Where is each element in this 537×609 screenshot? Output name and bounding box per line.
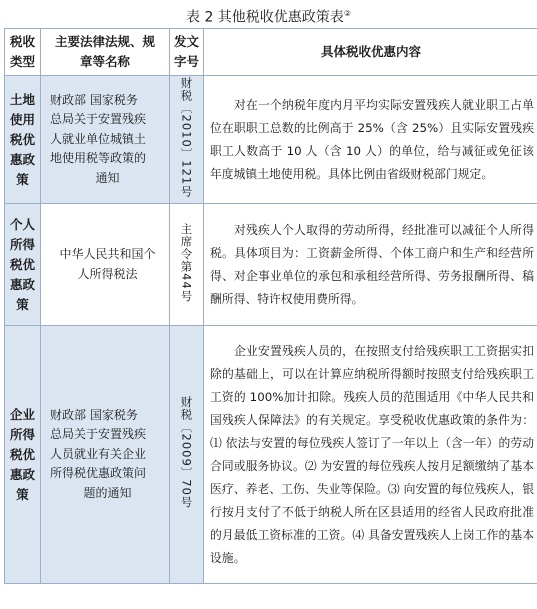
- table-row: [5, 76, 537, 204]
- header-type: 税收 类型: [5, 29, 41, 76]
- table-row: [5, 326, 537, 584]
- header-law: 主要法律法规、规 章等名称: [41, 29, 170, 76]
- row-doc-number: 财税〔2010〕121号: [170, 76, 204, 204]
- row-law: 财政部 国家税务 总局关于安置残疾 人就业单位城镇土 地使用税等政策的 通知: [41, 76, 170, 204]
- row-doc-number: 主席令第44号: [170, 204, 204, 326]
- tax-policy-table: [4, 28, 537, 584]
- table-row: [5, 204, 537, 326]
- table-caption: [0, 6, 537, 26]
- header-row: [5, 29, 537, 76]
- row-type: 土地 使用 税优 惠政 策: [5, 76, 41, 204]
- header-content: 具体税收优惠内容: [204, 29, 537, 76]
- row-law: 中华人民共和国个 人所得税法: [41, 204, 170, 326]
- row-law: 财政部 国家税务 总局关于安置残疾 人员就业有关企业 所得税优惠政策问 题的通知: [41, 326, 170, 584]
- row-content: 对残疾人个人取得的劳动所得，经批准可以减征个人所得税。具体项目为：工资薪金所得、个体工商户和生产和经营所得、对企事业单位的承包和承租经营所得、劳务报酬所得、稿酬所得、特许权使用费所得。: [204, 204, 537, 326]
- caption-text: 表 2 其他税收优惠政策表: [186, 9, 344, 26]
- row-type: 企业 所得 税优 惠政 策: [5, 326, 41, 584]
- header-doc: 发文 字号: [170, 29, 204, 76]
- row-content: 对在一个纳税年度内月平均实际安置残疾人就业职工占单位在职职工总数的比例高于 25%（含 25%）且实际安置残疾职工人数高于 10 人（含 10 人）的单位，给与减征或免征该年度城镇土地使用税。具体比例由省级财税部门规定。: [204, 76, 537, 204]
- caption-note-mark: ②: [343, 9, 351, 18]
- row-doc-number: 财税〔2009〕70号: [170, 326, 204, 584]
- row-content: 企业安置残疾人员的，在按照支付给残疾职工工资据实扣除的基础上，可以在计算应纳税所得额时按照支付给残疾职工工资的 100%加计扣除。残疾人员的范围适用《中华人民共和国残疾人保障法》的有关规定。享受税收优惠政策的条件为：⑴ 依法与安置的每位残疾人签订了一年以上（含一年）的劳动合同或服务协议。⑵ 为安置的每位残疾人按月足额缴纳了基本医疗、养老、工伤、失业等保险。⑶ 向安置的每位残疾人，银行按月支付了不低于纳税人所在区县适用的经省人民政府批准的月最低工资标准的工资。⑷ 具备安置残疾人上岗工作的基本设施。: [204, 326, 537, 584]
- row-type: 个人 所得 税优 惠政 策: [5, 204, 41, 326]
